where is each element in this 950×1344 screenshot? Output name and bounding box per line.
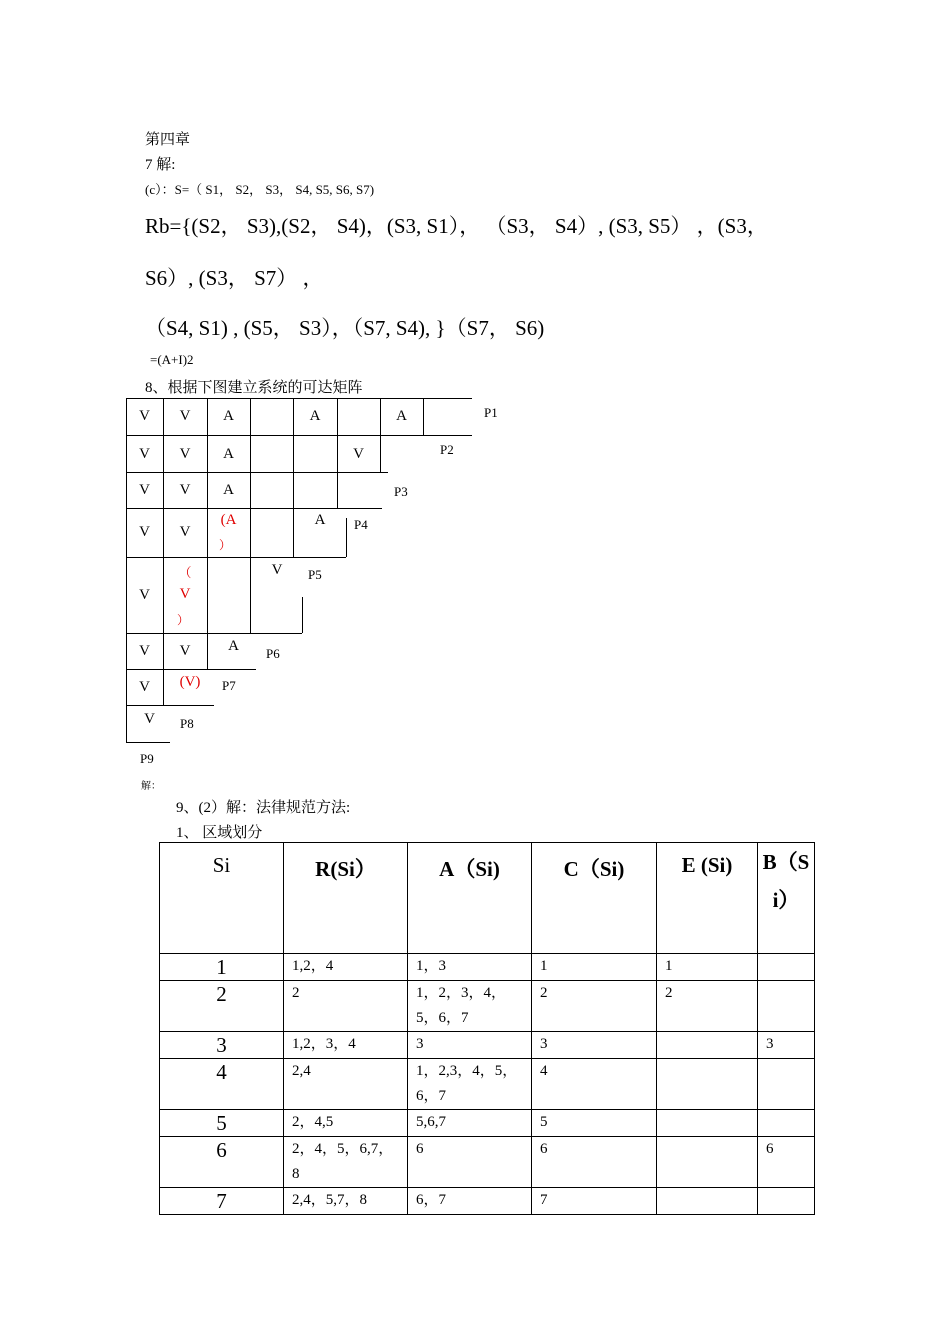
- row-index: 3: [160, 1032, 284, 1059]
- q7-set-definition: (c）：S=（ S1， S2， S3， S4, S5, S6, S7): [145, 182, 375, 197]
- row-label-p8: P8: [180, 716, 194, 731]
- cell-a: 1，2，3，4，5，6，7: [408, 981, 532, 1032]
- matrix-cell: V: [179, 482, 191, 498]
- rb-line-1: Rb={(S2， S3),(S2， S4)，(S3, S1）， （S3， S4）, (S3, S5） ，(S3，: [145, 214, 768, 238]
- table-row: [160, 1137, 815, 1188]
- row-label-p7: P7: [222, 678, 236, 693]
- matrix-cell: A: [314, 512, 326, 528]
- row-label-p1: P1: [484, 405, 498, 420]
- q8-title: 8、根据下图建立系统的可达矩阵: [145, 380, 363, 396]
- matrix-cell-added: (V): [179, 674, 201, 690]
- matrix-cell: A: [309, 408, 321, 424]
- cell-a: 1，3: [408, 954, 532, 981]
- cell-a: 1，2,3，4，5，6，7: [408, 1059, 532, 1110]
- cell-c: 7: [532, 1188, 657, 1215]
- table-row: [160, 1110, 815, 1137]
- matrix-cell: V: [139, 482, 150, 498]
- row-label-p9: P9: [140, 751, 154, 766]
- row-label-p6: P6: [266, 646, 280, 661]
- matrix-cell: V: [179, 408, 191, 424]
- matrix-cell: V: [139, 587, 150, 603]
- cell-c: 6: [532, 1137, 657, 1188]
- header-b: B（Si）: [758, 843, 815, 954]
- q9-title: 9、(2）解：法律规范方法:: [176, 800, 351, 816]
- cell-b: [758, 981, 815, 1032]
- cell-r: 1,2，4: [284, 954, 408, 981]
- matrix-cell: V: [139, 524, 150, 540]
- matrix-cell-added: ）: [218, 538, 231, 552]
- cell-e: 1: [657, 954, 758, 981]
- region-division-table: [159, 842, 815, 1215]
- cell-b: [758, 1059, 815, 1110]
- cell-c: 2: [532, 981, 657, 1032]
- cell-a: 5,6,7: [408, 1110, 532, 1137]
- cell-r: 1,2，3，4: [284, 1032, 408, 1059]
- cell-e: [657, 1059, 758, 1110]
- cell-b: [758, 1188, 815, 1215]
- header-c: C（Si): [532, 843, 657, 954]
- matrix-cell: V: [144, 711, 155, 727]
- cell-r: 2，4，5，6,7，8: [284, 1137, 408, 1188]
- matrix-cell-added: (A: [220, 512, 237, 528]
- matrix-cell: A: [223, 482, 234, 498]
- matrix-cell: V: [139, 643, 150, 659]
- matrix-cell: V: [179, 446, 191, 462]
- row-index: 6: [160, 1137, 284, 1188]
- cell-r: 2，4,5: [284, 1110, 408, 1137]
- q9-subtitle: 1、 区域划分: [176, 825, 263, 841]
- cell-e: [657, 1110, 758, 1137]
- cell-c: 4: [532, 1059, 657, 1110]
- cell-r: 2,4，5,7，8: [284, 1188, 408, 1215]
- matrix-cell-added: （: [178, 565, 192, 580]
- cell-b: [758, 954, 815, 981]
- cell-e: [657, 1137, 758, 1188]
- matrix-cell: V: [179, 524, 191, 540]
- row-index: 1: [160, 954, 284, 981]
- matrix-cell-added: ）: [176, 613, 189, 627]
- chapter-title: 第四章: [145, 132, 191, 148]
- row-label-p5: P5: [308, 567, 322, 582]
- row-index: 2: [160, 981, 284, 1032]
- cell-a: 6: [408, 1137, 532, 1188]
- cell-b: 6: [758, 1137, 815, 1188]
- matrix-cell: A: [396, 408, 407, 424]
- cell-c: 3: [532, 1032, 657, 1059]
- matrix-cell: A: [228, 638, 239, 654]
- header-a: A（Si): [408, 843, 532, 954]
- cell-b: 3: [758, 1032, 815, 1059]
- cell-a: 3: [408, 1032, 532, 1059]
- matrix-cell: V: [139, 679, 150, 695]
- header-e: E (Si): [657, 843, 758, 954]
- matrix-cell: V: [271, 562, 283, 578]
- matrix-cell-added: V: [179, 586, 191, 602]
- table-row: [160, 1059, 815, 1110]
- table-row: [160, 981, 815, 1032]
- q7-label: 7 解:: [145, 157, 176, 173]
- table-row: [160, 1032, 815, 1059]
- table-row: [160, 954, 815, 981]
- cell-c: 1: [532, 954, 657, 981]
- matrix-cell: A: [223, 408, 234, 424]
- row-label-p3: P3: [394, 484, 408, 499]
- matrix-cell: V: [139, 446, 150, 462]
- matrix-cell: V: [139, 408, 150, 424]
- rb-line-2: S6）, (S3， S7） ，: [145, 266, 324, 290]
- rb-line-3: （S4, S1) , (S5， S3），（S7, S4), }（S7， S6): [145, 316, 545, 340]
- row-index: 7: [160, 1188, 284, 1215]
- cell-r: 2,4: [284, 1059, 408, 1110]
- table-header-row: [160, 843, 815, 954]
- row-label-p4: P4: [354, 517, 368, 532]
- reachability-formula: =(A+I)2: [150, 352, 194, 367]
- cell-r: 2: [284, 981, 408, 1032]
- row-index: 5: [160, 1110, 284, 1137]
- cell-e: [657, 1188, 758, 1215]
- q8-answer-label: 解：: [141, 781, 161, 792]
- matrix-cell: A: [223, 446, 234, 462]
- row-index: 4: [160, 1059, 284, 1110]
- cell-c: 5: [532, 1110, 657, 1137]
- cell-e: [657, 1032, 758, 1059]
- matrix-cell: V: [353, 446, 364, 462]
- cell-b: [758, 1110, 815, 1137]
- table-row: [160, 1188, 815, 1215]
- header-si: Si: [160, 843, 284, 954]
- matrix-cell: V: [179, 643, 191, 659]
- cell-a: 6，7: [408, 1188, 532, 1215]
- header-r: R(Si）: [284, 843, 408, 954]
- cell-e: 2: [657, 981, 758, 1032]
- row-label-p2: P2: [440, 442, 454, 457]
